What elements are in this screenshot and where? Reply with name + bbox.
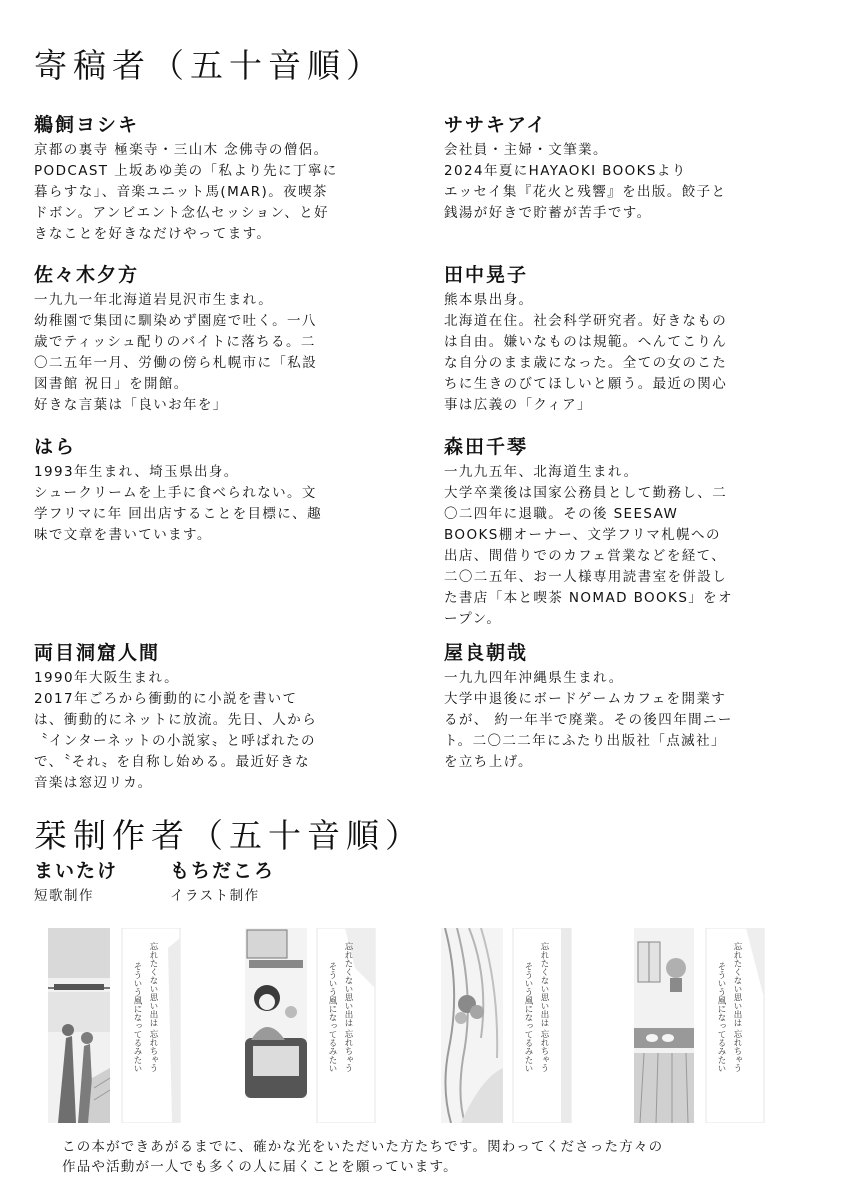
contributor-bio: 1993年生まれ、埼玉県出身。 シュークリームを上手に食べられない。文 学フリマに年 回出店することを目標に、趣 味で文章を書いています。 — [34, 464, 322, 543]
bookmark-illustration-room — [634, 928, 694, 1123]
poem-line-1: 忘れたくない思い出は 忘れちゃう — [539, 942, 549, 1073]
contributor-entry — [444, 112, 804, 224]
contributor-name: 佐々木夕方 — [34, 264, 140, 286]
maker-name: まいたけ — [34, 860, 119, 882]
bookmark-card-room — [634, 928, 794, 1123]
contributor-bio: 熊本県出身。 北海道在住。社会科学研究者。好きなもの は自由。嫌いなものは規範。へんてこりん な自分のまま歳になった。全ての女のこた ちに生きのびてほしいと願う。最近の関心 事は広義の「クィア」 — [444, 292, 728, 413]
contributor-bio: 1990年大阪生まれ。 2017年ごろから衝動的に小説を書いて は、衝動的にネットに放流。先日、人から 〝インターネットの小説家〟と呼ばれたの で、〝それ〟を自称し始める。最近好きな 音楽は窓辺リカ。 — [34, 670, 318, 791]
maker-role: イラスト制作 — [170, 888, 260, 904]
contributor-bio: 会社員・主婦・文筆業。 2024年夏にHAYAOKI BOOKSより エッセイ集『花火と残響』を出版。餃子と 銭湯が好きで貯蓄が苦手です。 — [444, 142, 727, 221]
maker-role: 短歌制作 — [34, 888, 94, 904]
poem-line-2: そういう風になってるみたい — [132, 962, 142, 1073]
poem-line-2: そういう風になってるみたい — [327, 962, 337, 1073]
contributor-entry — [34, 434, 394, 546]
poem-line-1: 忘れたくない思い出は 忘れちゃう — [732, 942, 742, 1073]
bookmark-card-flowers — [441, 928, 601, 1123]
contributor-entry — [444, 262, 804, 416]
contributors-heading: 寄稿者（五十音順） — [34, 46, 385, 85]
maker-entry — [170, 858, 275, 908]
contributor-bio: 一九九五年、北海道生まれ。 大学卒業後は国家公務員として勤務し、二 〇二四年に退職。その後 SEESAW BOOKS棚オーナー、文学フリマ札幌への 出店、間借りでのカフェ営業などを経て、 二〇二五年、お一人様専用読書室を併設し た書店「本と喫茶 NOMAD BOOKS」をオ ープン。 — [444, 464, 733, 627]
contributor-entry — [34, 262, 394, 416]
bookmark-card-bus — [245, 928, 405, 1123]
contributor-bio: 一九九一年北海道岩見沢市生まれ。 幼稚園で集団に馴染めず園庭で吐く。一八 歳でティッシュ配りのバイトに落ちる。二 〇二五年一月、労働の傍ら札幌市に「私設 図書館 祝日」を開館。 好きな言葉は「良いお年を」 — [34, 292, 318, 413]
contributor-name: ササキアイ — [444, 114, 548, 136]
contributor-entry — [34, 640, 394, 794]
contributor-name: 屋良朝哉 — [444, 642, 529, 664]
closing-message: この本ができあがるまでに、確かな光をいただいた方たちです。関わってくださった方々の 作品や活動が一人でも多くの人に届くことを願っています。 — [62, 1139, 664, 1175]
maker-name: もちだころ — [170, 860, 276, 882]
poem-line-2: そういう風になってるみたい — [523, 962, 533, 1073]
poem-line-2: そういう風になってるみたい — [716, 962, 726, 1073]
bookmark-illustration-flowers — [441, 928, 503, 1123]
contributor-entry — [444, 434, 804, 630]
contributor-name: はら — [34, 436, 77, 458]
contributor-name: 両目洞窟人間 — [34, 642, 161, 664]
contributor-name: 鵜飼ヨシキ — [34, 114, 140, 136]
contributor-name: 田中晃子 — [444, 264, 529, 286]
contributor-entry — [444, 640, 804, 773]
bookmark-illustration-bus — [245, 928, 307, 1098]
poem-line-1: 忘れたくない思い出は 忘れちゃう — [148, 942, 158, 1073]
makers-heading: 栞制作者（五十音順） — [34, 816, 424, 855]
bookmark-card-pier — [48, 928, 208, 1123]
maker-entry — [34, 858, 118, 908]
contributor-entry — [34, 112, 394, 245]
contributor-bio: 京都の裏寺 極楽寺・三山木 念佛寺の僧侶。 PODCAST 上坂あゆ美の「私より先に丁寧に 暮らすな」、音楽ユニット馬(MAR)。夜喫茶 ドボン。アンビエント念仏セッション、と好 きなことを好きなだけやってます。 — [34, 142, 338, 242]
contributor-bio: 一九九四年沖縄県生まれ。 大学中退後にボードゲームカフェを開業す るが、 約一年半で廃業。その後四年間ニー ト。二〇二二年にふたり出版社「点滅社」 を立ち上げ。 — [444, 670, 733, 770]
contributor-name: 森田千琴 — [444, 436, 529, 458]
bookmark-illustration-pier — [48, 928, 110, 1123]
poem-line-1: 忘れたくない思い出は 忘れちゃう — [343, 942, 353, 1073]
